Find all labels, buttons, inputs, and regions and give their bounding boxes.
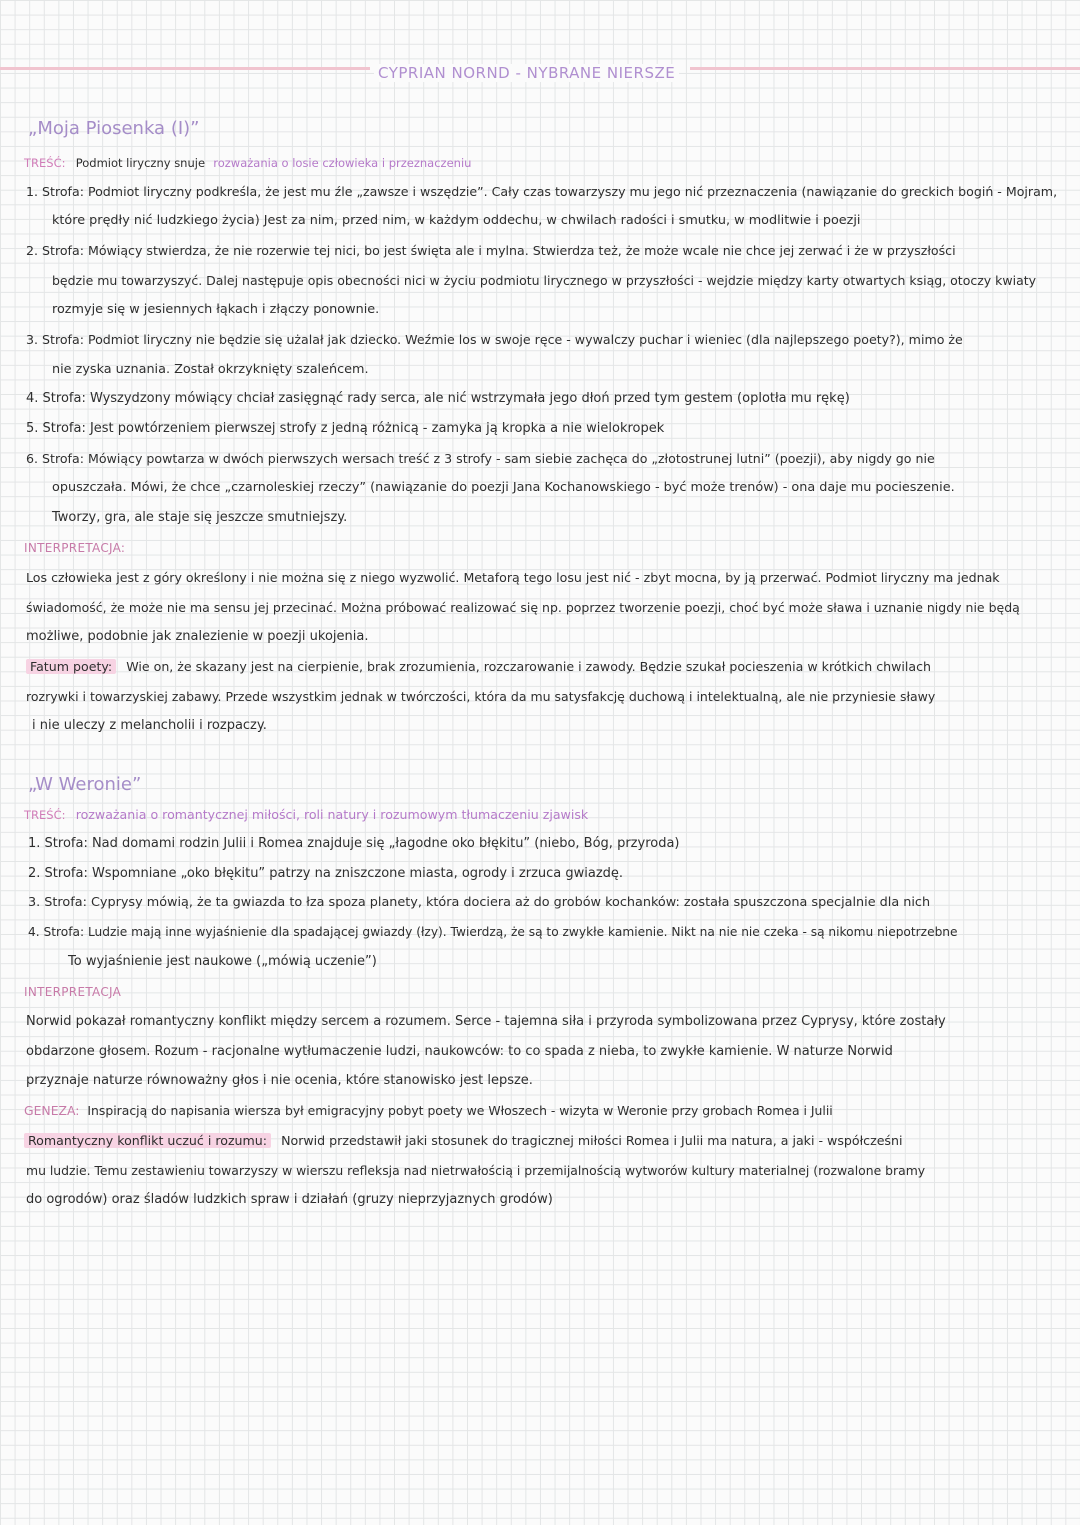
tresc-intro-sub: rozważania o losie człowieka i przeznaczeniu xyxy=(213,156,472,170)
tresc-intro xyxy=(24,156,471,171)
tresc-intro-main: Podmiot liryczny snuje xyxy=(75,156,206,170)
section-title-w-weronie: „W Weronie” xyxy=(28,774,142,795)
strofa-line: Tworzy, gra, ale staje się jeszcze smutniejszy. xyxy=(52,510,348,525)
konflikt-line xyxy=(24,1133,902,1148)
geneza-text: Inspiracją do napisania wiersza był emigracyjny pobyt poety we Włoszech - wizyta w Weronie przy grobach Romea i Julii xyxy=(87,1103,833,1118)
strofa-line: 3. Strofa: Podmiot liryczny nie będzie się użalał jak dziecko. Weźmie los w swoje ręce - wywalczy puchar i wieniec (dla najlepszego poety?), mimo że xyxy=(26,332,963,347)
title-rule-left xyxy=(0,67,370,70)
tresc-label: TREŚĆ: xyxy=(24,808,66,822)
title-rule-right xyxy=(690,67,1080,70)
interp-line: Norwid pokazał romantyczny konflikt między sercem a rozumem. Serce - tajemna siła i przyroda symbolizowana przez Cyprysy, które zostały xyxy=(26,1014,946,1029)
fatum-line: i nie uleczy z melancholii i rozpaczy. xyxy=(32,718,267,733)
section-title-moja-piosenka: „Moja Piosenka (I)” xyxy=(28,118,200,139)
strofa-line: To wyjaśnienie jest naukowe („mówią uczenie”) xyxy=(68,954,377,969)
interpretacja-label: INTERPRETACJA xyxy=(24,985,122,999)
interp-line: przyznaje naturze równoważny głos i nie ocenia, które stanowisko jest lepsze. xyxy=(26,1073,533,1088)
strofa-line: 1. Strofa: Nad domami rodzin Julii i Romea znajduje się „łagodne oko błękitu” (niebo, Bóg, przyroda) xyxy=(28,836,680,851)
strofa-line: 2. Strofa: Mówiący stwierdza, że nie rozerwie tej nici, bo jest święta ale i mylna. Stwierdza też, że może wcale nie chce jej zerwać i że w przyszłości xyxy=(26,243,956,258)
fatum-text: Wie on, że skazany jest na cierpienie, brak zrozumienia, rozczarowanie i zawody. Będzie szukał pocieszenia w krótkich chwilach xyxy=(126,659,932,674)
fatum-line: rozrywki i towarzyskiej zabawy. Przede wszystkim jednak w twórczości, która da mu satysfakcję duchową i intelektualną, ale nie przyniesie sławy xyxy=(26,689,936,704)
geneza-line xyxy=(24,1103,833,1118)
konflikt-line: do ogrodów) oraz śladów ludzkich spraw i działań (gruzy nieprzyjaznych grodów) xyxy=(26,1192,553,1207)
interp-line: Los człowieka jest z góry określony i nie można się z niego wyzwolić. Metaforą tego losu jest nić - zbyt mocna, by ją przerwać. Podmiot liryczny ma jednak xyxy=(26,570,1000,585)
interp-line: możliwe, podobnie jak znalezienie w poezji ukojenia. xyxy=(26,629,369,644)
strofa-line: 6. Strofa: Mówiący powtarza w dwóch pierwszych wersach treść z 3 strofy - sam siebie zachęca do „złotostrunej lutni” (poezji), aby nigdy go nie xyxy=(26,451,935,466)
interpretacja-label: INTERPRETACJA: xyxy=(24,541,126,555)
strofa-line: 3. Strofa: Cyprysy mówią, że ta gwiazda to łza spoza planety, która dociera aż do grobów kochanków: została spuszczona specjalnie dla nich xyxy=(28,895,931,910)
strofa-line: 1. Strofa: Podmiot liryczny podkreśla, że jest mu źle „zawsze i wszędzie”. Cały czas towarzyszy mu jego nić przeznaczenia (nawiązanie do greckich bogiń - Mojram, xyxy=(26,184,1058,199)
tresc-label: TREŚĆ: xyxy=(24,156,66,170)
strofa-line: będzie mu towarzyszyć. Dalej następuje opis obecności nici w życiu podmiotu lirycznego w przyszłości - wejdzie między karty otwartych ksiąg, otoczy kwiaty xyxy=(52,273,1037,288)
interp-line: obdarzone głosem. Rozum - racjonalne wytłumaczenie ludzi, naukowców: to co spada z nieba, to zwykłe kamienie. W naturze Norwid xyxy=(26,1044,893,1059)
strofa-line: rozmyje się w jesiennych łąkach i złączy ponownie. xyxy=(52,302,380,317)
strofa-line: 4. Strofa: Wyszydzony mówiący chciał zasięgnąć rady serca, ale nić wstrzymała jego dłoń przed tym gestem (oplotła mu rękę) xyxy=(26,391,850,406)
fatum-line xyxy=(26,659,931,674)
page-title: CYPRIAN NORND - NYBRANE NIERSZE xyxy=(374,64,679,82)
interp-line: świadomość, że może nie ma sensu jej przecinać. Można próbować realizować się np. poprzez tworzenie poezji, choć być może sława i uznanie nigdy nie będą xyxy=(26,600,1020,615)
tresc-intro xyxy=(24,807,588,823)
konflikt-line: mu ludzie. Temu zestawieniu towarzyszy w wierszu refleksja nad nietrwałością i przemijalnością wytworów kultury materialnej (rozwalone bramy xyxy=(26,1163,926,1178)
strofa-line: 4. Strofa: Ludzie mają inne wyjaśnienie dla spadającej gwiazdy (łzy). Twierdzą, że są to zwykłe kamienie. Nikt na nie nie czeka - są nikomu niepotrzebne xyxy=(28,925,958,939)
strofa-line: opuszczała. Mówi, że chce „czarnoleskiej rzeczy” (nawiązanie do poezji Jana Kochanowskiego - być może trenów) - ona daje mu pocieszenie. xyxy=(52,480,955,495)
konflikt-text: Norwid przedstawił jaki stosunek do tragicznej miłości Romea i Julii ma natura, a jaki - współcześni xyxy=(281,1133,903,1148)
strofa-line: 5. Strofa: Jest powtórzeniem pierwszej strofy z jedną różnicą - zamyka ją kropka a nie wielokropek xyxy=(26,421,665,436)
strofa-line: nie zyska uznania. Został okrzyknięty szaleńcem. xyxy=(52,362,369,377)
strofa-line: 2. Strofa: Wspomniane „oko błękitu” patrzy na zniszczone miasta, ogrody i zrzuca gwiazdę. xyxy=(28,866,624,881)
konflikt-label: Romantyczny konflikt uczuć i rozumu: xyxy=(24,1133,271,1148)
tresc-intro-sub: rozważania o romantycznej miłości, roli natury i rozumowym tłumaczeniu zjawisk xyxy=(75,807,589,822)
fatum-label: Fatum poety: xyxy=(26,659,116,674)
geneza-label: GENEZA: xyxy=(24,1103,80,1118)
strofa-line: które prędły nić ludzkiego życia) Jest za nim, przed nim, w każdym oddechu, w chwilach radości i smutku, w modlitwie i poezji xyxy=(52,213,861,228)
